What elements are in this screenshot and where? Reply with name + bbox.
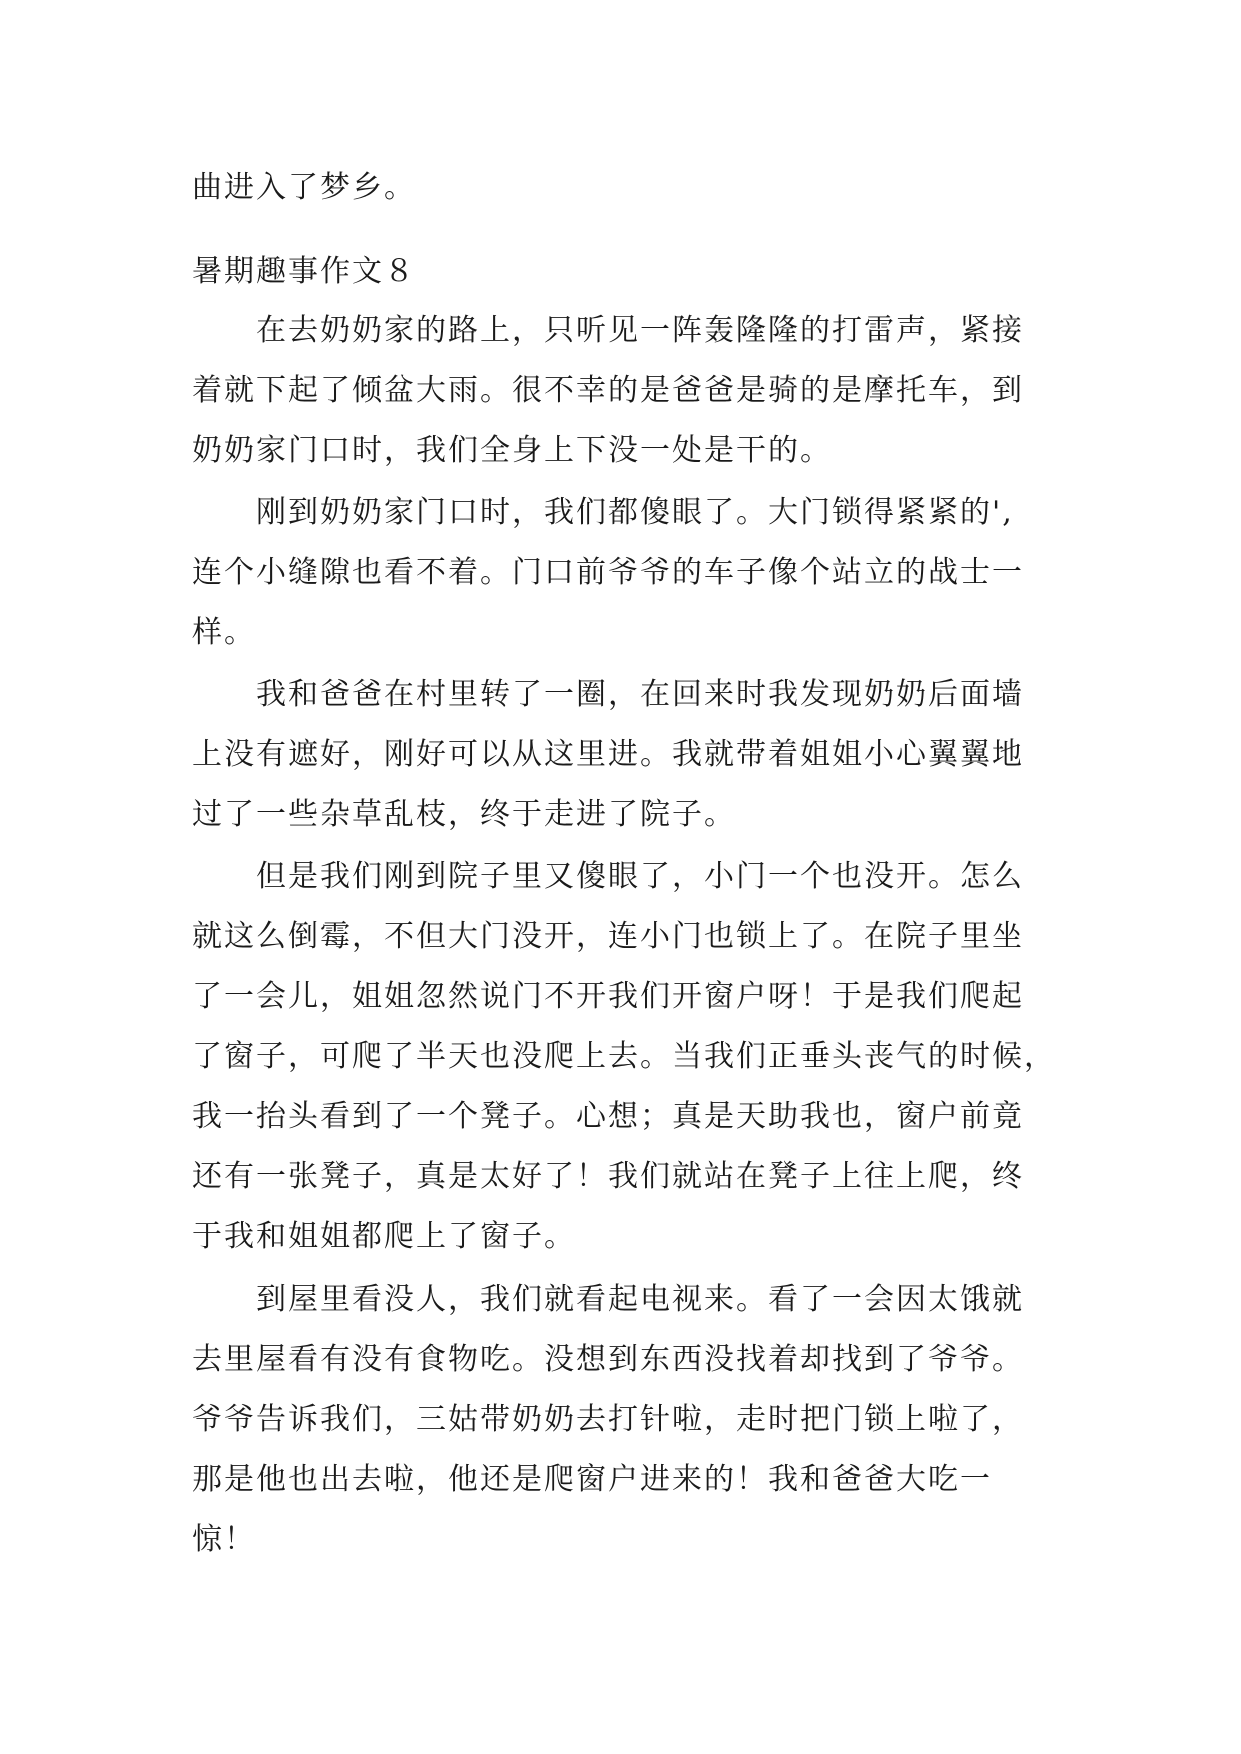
text-line: 爷爷告诉我们，三姑带奶奶去打针啦，走时把门锁上啦了， (192, 1402, 1024, 1437)
text-line: 奶奶家门口时，我们全身上下没一处是干的。 (192, 433, 832, 468)
essay-title (192, 242, 1052, 302)
text-line: 了窗子，可爬了半天也没爬上去。当我们正垂头丧气的时候， (192, 1039, 1056, 1074)
text-line: 还有一张凳子，真是太好了！我们就站在凳子上往上爬，终 (192, 1159, 1024, 1194)
paragraph-2 (192, 483, 1052, 663)
text-line: 惊！ (192, 1522, 256, 1557)
text-line: 我和爸爸在村里转了一圈，在回来时我发现奶奶后面墙 (256, 677, 1024, 712)
text-line: 了一会儿，姐姐忽然说门不开我们开窗户呀！于是我们爬起 (192, 979, 1024, 1014)
paragraph-5 (192, 1270, 1052, 1570)
text-line: 样。 (192, 615, 256, 650)
text-line: 但是我们刚到院子里又傻眼了，小门一个也没开。怎么 (256, 859, 1024, 894)
text-line: 刚到奶奶家门口时，我们都傻眼了。大门锁得紧紧的', (256, 495, 1014, 530)
text-line: 着就下起了倾盆大雨。很不幸的是爸爸是骑的是摩托车，到 (192, 373, 1024, 408)
continuation-text (192, 158, 1052, 218)
text-line: 就这么倒霉，不但大门没开，连小门也锁上了。在院子里坐 (192, 919, 1024, 954)
text-line: 于我和姐姐都爬上了窗子。 (192, 1219, 576, 1254)
text-line: 过了一些杂草乱枝，终于走进了院子。 (192, 797, 736, 832)
paragraph-4 (192, 847, 1056, 1267)
paragraph-1 (192, 301, 1052, 481)
heading-line: 暑期趣事作文８ (192, 254, 416, 289)
text-line: 去里屋看有没有食物吃。没想到东西没找着却找到了爷爷。 (192, 1342, 1024, 1377)
paragraph-3 (192, 665, 1052, 845)
text-line: 在去奶奶家的路上，只听见一阵轰隆隆的打雷声，紧接 (256, 313, 1024, 348)
text-line: 上没有遮好，刚好可以从这里进。我就带着姐姐小心翼翼地 (192, 737, 1024, 772)
text-line: 连个小缝隙也看不着。门口前爷爷的车子像个站立的战士一 (192, 555, 1024, 590)
text-line: 那是他也出去啦，他还是爬窗户进来的！我和爸爸大吃一 (192, 1462, 992, 1497)
text-line: 我一抬头看到了一个凳子。心想；真是天助我也，窗户前竟 (192, 1099, 1024, 1134)
text-line: 曲进入了梦乡。 (192, 170, 416, 205)
text-line: 到屋里看没人，我们就看起电视来。看了一会因太饿就 (256, 1282, 1024, 1317)
